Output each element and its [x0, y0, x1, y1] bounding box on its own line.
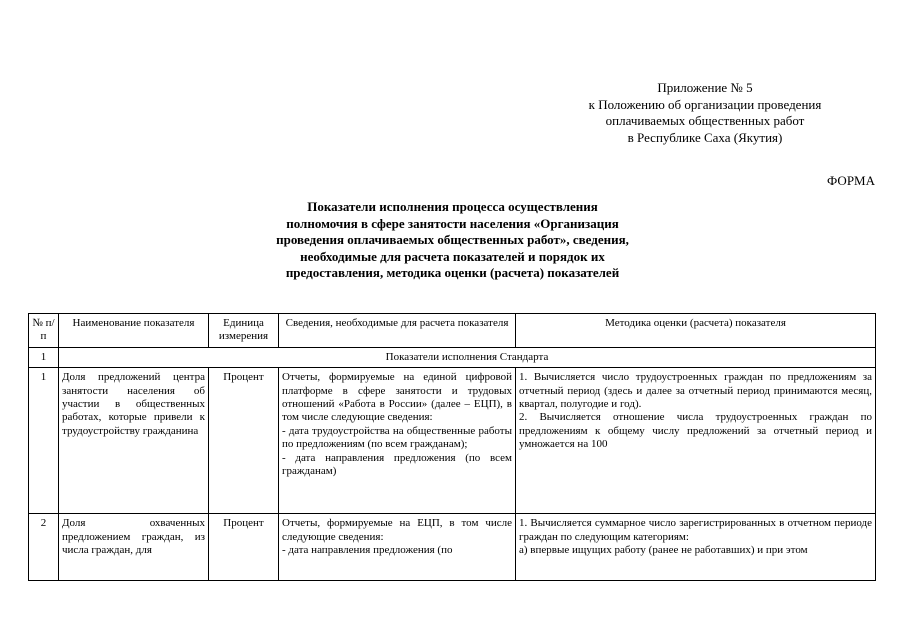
appendix-line-4: в Республике Саха (Якутия) — [627, 129, 783, 145]
row-num: 2 — [29, 514, 59, 581]
section-row — [29, 347, 876, 367]
row-info — [279, 514, 516, 581]
row-num: 1 — [29, 368, 59, 514]
row-indicator-name: Доля охваченных предложением граждан, из числа граждан, для — [59, 514, 209, 581]
row-unit: Процент — [209, 514, 279, 581]
appendix-line-3: оплачиваемых общественных работ — [605, 113, 805, 128]
title-line-3: проведения оплачиваемых общественных работ», сведения, — [276, 232, 629, 247]
section-num: 1 — [29, 347, 59, 367]
header-num: № п/п — [29, 314, 59, 348]
title-line-5: предоставления, методика оценки (расчета) показателей — [285, 265, 620, 280]
method-step: 1. Вычисляется число трудоустроенных граждан по предложениям за отчетный период (здесь и далее за отчетный период принимаются месяц, квартал, полугодие и год). — [519, 371, 872, 411]
table-row — [29, 368, 876, 514]
info-intro: Отчеты, формируемые на ЕЦП, в том числе следующие сведения: — [282, 517, 512, 543]
row-info — [279, 368, 516, 514]
info-item: - дата трудоустройства на общественные работы по предложениям (по всем гражданам); — [282, 424, 512, 451]
table-row — [29, 514, 876, 581]
appendix-note — [520, 80, 890, 146]
method-step: 2. Вычисляется отношение числа трудоустроенных граждан по предложениям к общему числу предложений за отчетный период и умножается на 100 — [519, 411, 872, 451]
document-title — [200, 199, 705, 282]
title-line-4: необходимые для расчета показателей и порядок их — [300, 248, 605, 264]
title-line-1: Показатели исполнения процесса осуществления — [307, 199, 598, 214]
appendix-line-2: к Положению об организации проведения — [588, 96, 822, 112]
info-item: - дата направления предложения (по всем гражданам) — [282, 451, 512, 478]
form-label: ФОРМА — [827, 173, 875, 188]
info-item: - дата направления предложения (по — [282, 544, 453, 557]
appendix-line-1: Приложение № 5 — [657, 80, 753, 95]
info-intro: Отчеты, формируемые на единой цифровой платформе в сфере занятости и трудовых отношений «Работа в России» (далее – ЕЦП), в том числе следующие сведения: — [282, 371, 512, 424]
method-step: 1. Вычисляется суммарное число зарегистрированных в отчетном периоде граждан по следующим категориям: — [519, 517, 872, 543]
section-label: Показатели исполнения Стандарта — [59, 347, 876, 367]
row-method — [516, 514, 876, 581]
indicators-table — [28, 313, 876, 581]
table-header-row — [29, 314, 876, 348]
method-step: а) впервые ищущих работу (ранее не работавших) и при этом — [519, 544, 808, 557]
header-method: Методика оценки (расчета) показателя — [516, 314, 876, 348]
header-unit: Единица измерения — [209, 314, 279, 348]
header-info: Сведения, необходимые для расчета показателя — [279, 314, 516, 348]
title-line-2: полномочия в сфере занятости населения «Организация — [286, 215, 619, 231]
row-unit: Процент — [209, 368, 279, 514]
header-name: Наименование показателя — [59, 314, 209, 348]
row-indicator-name: Доля предложений центра занятости населения об участии в общественных работах, которые привели к трудоустройству гражданина — [59, 368, 209, 514]
row-method — [516, 368, 876, 514]
